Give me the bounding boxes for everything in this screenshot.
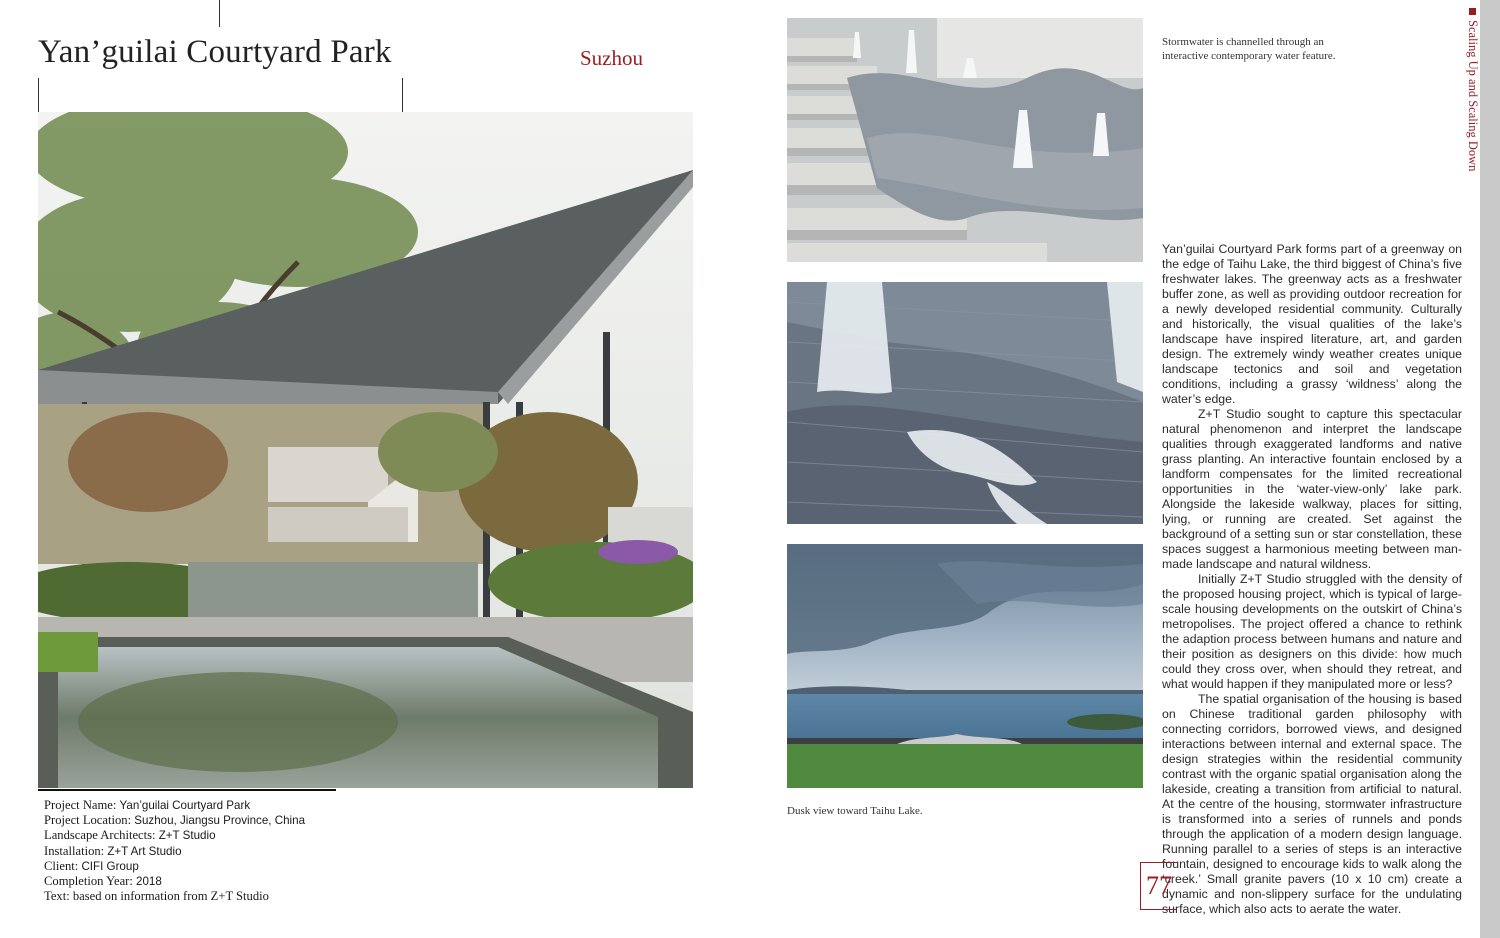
header-rule-vertical-left bbox=[219, 0, 220, 27]
dusk-lake-photo bbox=[787, 544, 1143, 788]
caption-water-feature: Stormwater is channelled through an interactive contemporary water feature. bbox=[1162, 36, 1336, 62]
fountain-steps-photo bbox=[787, 18, 1143, 262]
article-body bbox=[1162, 242, 1462, 917]
credit-line: Completion Year: 2018 bbox=[44, 874, 162, 889]
city-label: Suzhou bbox=[580, 46, 643, 70]
caption-dusk-view: Dusk view toward Taihu Lake. bbox=[787, 805, 923, 817]
credit-line: Project Name: Yan’guilai Courtyard Park bbox=[44, 798, 251, 812]
body-paragraph: Z+T Studio sought to capture this spectacular natural phenomenon and interpret the landscape qualities through exaggerated landforms and native grass planting. An interactive fountain enclosed by a landform compensates for the limited recreational opportunities in the ‘water-view-only’ lake park. Alongside the lakeside walkway, places for sitting, lying, or running are created. Set against the background of a setting sun or star constellation, these spaces suggest a harmonious meeting between man-made landscape and natural wildness. bbox=[1162, 407, 1462, 571]
section-title: Scaling Up and Scaling Down bbox=[1466, 20, 1480, 172]
credit-line: Installation: Z+T Art Studio bbox=[44, 843, 182, 858]
project-credits bbox=[44, 798, 374, 904]
body-paragraph: Initially Z+T Studio struggled with the density of the proposed housing project, which is typical of large-scale housing developments on the outskirt of China’s metropolises. The project offered a chance to rethink the adaption process between humans and nature and their position as designers on this divide: how much could they cross over, when should they retreat, and what would happen if they manipulated more or less? bbox=[1162, 572, 1462, 691]
header-rule-vertical-mid bbox=[38, 78, 39, 112]
body-paragraph: The spatial organisation of the housing is based on Chinese traditional garden philosophy with connecting corridors, borrowed views, and designed interactions between internal and external space. The design strategies within the residential community contrast with the organic spatial organisation along the lakeside, creating a transition from artificial to natural. At the centre of the housing, stormwater infrastructure is transformed into a series of runnels and ponds through the application of a modern design language. Running parallel to a series of steps is an interactive fountain, designed to encourage kids to walk along the ‘creek.’ Small granite pavers (10 x 10 cm) create a dynamic and non-slippery surface for the undulating surface, which also acts to aerate the water. bbox=[1162, 692, 1462, 916]
page-title: Yan’guilai Courtyard Park bbox=[38, 34, 392, 70]
credit-line: Project Location: Suzhou, Jiangsu Province, China bbox=[44, 813, 306, 828]
fountain-detail-photo bbox=[787, 282, 1143, 524]
courtyard-photo bbox=[38, 112, 693, 788]
credit-line: Client: CIFI Group bbox=[44, 858, 139, 873]
header-rule-vertical-right bbox=[402, 78, 403, 112]
credit-line: Landscape Architects: Z+T Studio bbox=[44, 828, 216, 843]
page-number: 77 bbox=[1140, 862, 1177, 910]
section-tab-label bbox=[1466, 8, 1480, 188]
section-marker-icon bbox=[1469, 8, 1476, 15]
credit-line: Text: based on information from Z+T Studio bbox=[44, 889, 269, 904]
credits-rule bbox=[38, 789, 336, 791]
section-tab bbox=[1480, 0, 1500, 938]
body-paragraph: Yan’guilai Courtyard Park forms part of a greenway on the edge of Taihu Lake, the third biggest of China’s five freshwater lakes. The greenway acts as a freshwater buffer zone, as well as providing outdoor recreation for a newly developed residential community. Culturally and historically, the visual qualities of the lake’s landscape have inspired literature, art, and garden design. The extremely windy weather creates unique landscape tectonics and soil and vegetation conditions, including a grassy ‘wildness’ along the water’s edge. bbox=[1162, 242, 1462, 406]
